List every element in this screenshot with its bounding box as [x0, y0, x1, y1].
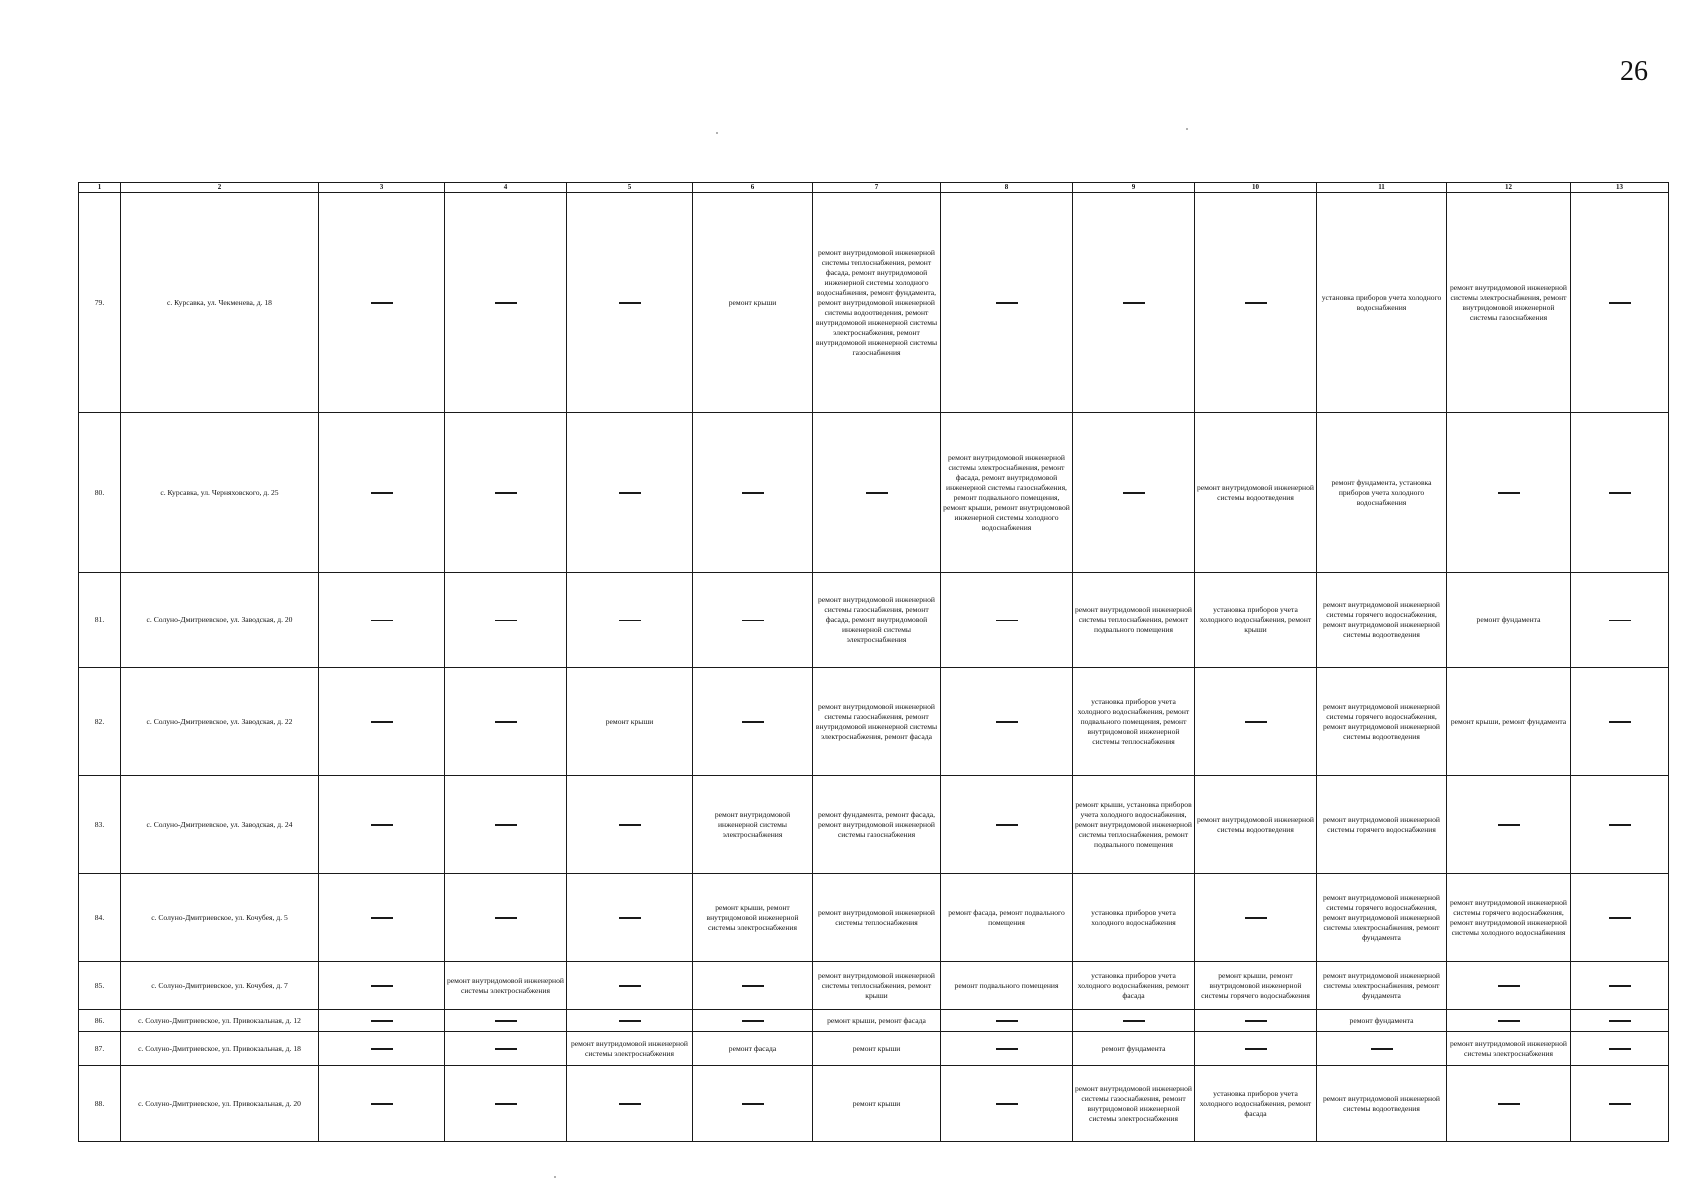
dash-mark	[1123, 1020, 1145, 1021]
table-row	[79, 573, 1669, 668]
column-number: 5	[567, 183, 693, 193]
dash-mark	[742, 492, 764, 493]
address-cell: с. Солуно-Дмитриевское, ул. Привокзальная, д. 20	[121, 1066, 319, 1142]
dash-mark	[371, 824, 393, 825]
work-cell: ремонт фасада	[693, 1032, 813, 1066]
empty-cell	[693, 668, 813, 776]
dash-mark	[1123, 302, 1145, 303]
empty-cell	[1571, 573, 1669, 668]
page-number: 26	[1620, 56, 1648, 87]
work-cell: ремонт внутридомовой инженерной системы газоснабжения, ремонт внутридомовой инженерной системы электроснабжения	[1073, 1066, 1195, 1142]
address-cell: с. Солуно-Дмитриевское, ул. Заводская, д. 22	[121, 668, 319, 776]
column-number: 12	[1447, 183, 1571, 193]
dash-mark	[1498, 985, 1520, 986]
table-row	[79, 874, 1669, 962]
dash-mark	[371, 620, 393, 621]
work-cell: ремонт внутридомовой инженерной системы электроснабжения	[1447, 1032, 1571, 1066]
work-cell: установка приборов учета холодного водоснабжения, ремонт фасада	[1195, 1066, 1317, 1142]
dash-mark	[996, 721, 1018, 722]
work-cell: ремонт подвального помещения	[941, 962, 1073, 1010]
empty-cell	[319, 668, 445, 776]
empty-cell	[1447, 776, 1571, 874]
dash-mark	[996, 1103, 1018, 1104]
work-cell: ремонт крыши, ремонт внутридомовой инженерной системы горячего водоснабжения	[1195, 962, 1317, 1010]
empty-cell	[1571, 776, 1669, 874]
dash-mark	[371, 985, 393, 986]
dash-mark	[1609, 721, 1631, 722]
dash-mark	[996, 620, 1018, 621]
scan-speck	[554, 1176, 556, 1178]
column-number: 13	[1571, 183, 1669, 193]
empty-cell	[445, 668, 567, 776]
dash-mark	[371, 721, 393, 722]
empty-cell	[319, 413, 445, 573]
work-cell: ремонт внутридомовой инженерной системы горячего водоснабжения	[1317, 776, 1447, 874]
row-number: 80.	[79, 413, 121, 573]
dash-mark	[619, 492, 641, 493]
dash-mark	[1123, 492, 1145, 493]
dash-mark	[495, 492, 517, 493]
dash-mark	[619, 917, 641, 918]
empty-cell	[1195, 1010, 1317, 1032]
work-cell: ремонт внутридомовой инженерной системы горячего водоснабжения, ремонт внутридомовой инженерной системы холодного водоснабжения	[1447, 874, 1571, 962]
work-cell: ремонт внутридомовой инженерной системы электроснабжения	[693, 776, 813, 874]
work-cell: ремонт внутридомовой инженерной системы электроснабжения	[567, 1032, 693, 1066]
empty-cell	[567, 874, 693, 962]
empty-cell	[567, 962, 693, 1010]
table-row	[79, 193, 1669, 413]
empty-cell	[567, 776, 693, 874]
work-cell: ремонт внутридомовой инженерной системы электроснабжения, ремонт фундамента	[1317, 962, 1447, 1010]
row-number: 86.	[79, 1010, 121, 1032]
work-cell: ремонт внутридомовой инженерной системы газоснабжения, ремонт внутридомовой инженерной системы электроснабжения, ремонт фасада	[813, 668, 941, 776]
dash-mark	[495, 1103, 517, 1104]
dash-mark	[619, 985, 641, 986]
dash-mark	[1498, 1103, 1520, 1104]
dash-mark	[371, 1103, 393, 1104]
empty-cell	[445, 573, 567, 668]
dash-mark	[1609, 1103, 1631, 1104]
address-cell: с. Солуно-Дмитриевское, ул. Кочубея, д. 7	[121, 962, 319, 1010]
dash-mark	[1245, 1020, 1267, 1021]
empty-cell	[693, 962, 813, 1010]
address-cell: с. Солуно-Дмитриевское, ул. Привокзальная, д. 18	[121, 1032, 319, 1066]
empty-cell	[693, 413, 813, 573]
empty-cell	[1195, 193, 1317, 413]
empty-cell	[319, 1032, 445, 1066]
empty-cell	[567, 1010, 693, 1032]
work-cell: установка приборов учета холодного водоснабжения, ремонт фасада	[1073, 962, 1195, 1010]
dash-mark	[619, 620, 641, 621]
empty-cell	[445, 1010, 567, 1032]
row-number: 79.	[79, 193, 121, 413]
column-number: 6	[693, 183, 813, 193]
scan-speck	[1186, 128, 1188, 130]
dash-mark	[742, 1103, 764, 1104]
dash-mark	[1609, 492, 1631, 493]
empty-cell	[319, 1010, 445, 1032]
table-row	[79, 1010, 1669, 1032]
empty-cell	[445, 1032, 567, 1066]
dash-mark	[495, 917, 517, 918]
empty-cell	[1571, 874, 1669, 962]
work-cell: ремонт внутридомовой инженерной системы горячего водоснабжения, ремонт внутридомовой инженерной системы водоотведения	[1317, 668, 1447, 776]
empty-cell	[1317, 1032, 1447, 1066]
empty-cell	[1447, 962, 1571, 1010]
empty-cell	[445, 193, 567, 413]
works-table	[78, 182, 1669, 1142]
dash-mark	[371, 492, 393, 493]
empty-cell	[1447, 413, 1571, 573]
dash-mark	[495, 620, 517, 621]
table-row	[79, 668, 1669, 776]
dash-mark	[1245, 302, 1267, 303]
column-number: 10	[1195, 183, 1317, 193]
address-cell: с. Солуно-Дмитриевское, ул. Заводская, д. 24	[121, 776, 319, 874]
table-row	[79, 1066, 1669, 1142]
empty-cell	[1571, 668, 1669, 776]
work-cell: установка приборов учета холодного водоснабжения, ремонт подвального помещения, ремонт внутридомовой инженерной системы теплоснабжения	[1073, 668, 1195, 776]
work-cell: ремонт внутридомовой инженерной системы водоотведения	[1195, 776, 1317, 874]
row-number: 88.	[79, 1066, 121, 1142]
table-row	[79, 413, 1669, 573]
empty-cell	[941, 573, 1073, 668]
empty-cell	[445, 413, 567, 573]
empty-cell	[319, 874, 445, 962]
empty-cell	[1073, 1010, 1195, 1032]
work-cell: ремонт крыши, ремонт фасада	[813, 1010, 941, 1032]
dash-mark	[996, 1020, 1018, 1021]
work-cell: ремонт внутридомовой инженерной системы горячего водоснабжения, ремонт внутридомовой инженерной системы электроснабжения, ремонт фундамента	[1317, 874, 1447, 962]
dash-mark	[1498, 492, 1520, 493]
dash-mark	[742, 1020, 764, 1021]
empty-cell	[1195, 668, 1317, 776]
table-row	[79, 1032, 1669, 1066]
column-number-row	[79, 183, 1669, 193]
dash-mark	[1609, 620, 1631, 621]
column-number: 9	[1073, 183, 1195, 193]
empty-cell	[941, 1010, 1073, 1032]
empty-cell	[693, 573, 813, 668]
dash-mark	[495, 1048, 517, 1049]
dash-mark	[1609, 985, 1631, 986]
empty-cell	[1571, 962, 1669, 1010]
row-number: 87.	[79, 1032, 121, 1066]
empty-cell	[941, 776, 1073, 874]
empty-cell	[319, 776, 445, 874]
empty-cell	[1571, 1032, 1669, 1066]
empty-cell	[445, 874, 567, 962]
dash-mark	[1245, 1048, 1267, 1049]
dash-mark	[996, 824, 1018, 825]
dash-mark	[371, 1048, 393, 1049]
work-cell: установка приборов учета холодного водоснабжения	[1073, 874, 1195, 962]
table-row	[79, 776, 1669, 874]
work-cell: ремонт крыши	[567, 668, 693, 776]
work-cell: ремонт внутридомовой инженерной системы газоснабжения, ремонт фасада, ремонт внутридомовой инженерной системы электроснабжения	[813, 573, 941, 668]
column-number: 8	[941, 183, 1073, 193]
work-cell: ремонт внутридомовой инженерной системы теплоснабжения, ремонт фасада, ремонт внутридомовой инженерной системы холодного водоснабжения, ремонт фундамента, ремонт внутридомовой инженерной системы водоотведения, ремонт внутридомовой инженерной системы электроснабжения, ремонт внутридомовой инженерной системы газоснабжения	[813, 193, 941, 413]
empty-cell	[1571, 413, 1669, 573]
empty-cell	[941, 193, 1073, 413]
dash-mark	[1609, 302, 1631, 303]
dash-mark	[1609, 824, 1631, 825]
empty-cell	[941, 668, 1073, 776]
dash-mark	[619, 1103, 641, 1104]
column-number: 3	[319, 183, 445, 193]
empty-cell	[1571, 193, 1669, 413]
empty-cell	[1073, 413, 1195, 573]
dash-mark	[1245, 721, 1267, 722]
empty-cell	[445, 776, 567, 874]
column-number: 11	[1317, 183, 1447, 193]
empty-cell	[567, 1066, 693, 1142]
work-cell: ремонт фундамента, установка приборов учета холодного водоснабжения	[1317, 413, 1447, 573]
scan-speck	[716, 132, 718, 134]
row-number: 84.	[79, 874, 121, 962]
work-cell: установка приборов учета холодного водоснабжения	[1317, 193, 1447, 413]
work-cell: ремонт фундамента, ремонт фасада, ремонт внутридомовой инженерной системы газоснабжения	[813, 776, 941, 874]
work-cell: ремонт фундамента	[1317, 1010, 1447, 1032]
dash-mark	[742, 721, 764, 722]
dash-mark	[742, 620, 764, 621]
empty-cell	[1447, 1010, 1571, 1032]
empty-cell	[1571, 1010, 1669, 1032]
empty-cell	[693, 1010, 813, 1032]
empty-cell	[1195, 874, 1317, 962]
dash-mark	[866, 492, 888, 493]
work-cell: ремонт внутридомовой инженерной системы теплоснабжения, ремонт подвального помещения	[1073, 573, 1195, 668]
empty-cell	[319, 573, 445, 668]
dash-mark	[371, 302, 393, 303]
column-number: 4	[445, 183, 567, 193]
row-number: 85.	[79, 962, 121, 1010]
empty-cell	[1447, 1066, 1571, 1142]
work-cell: ремонт внутридомовой инженерной системы теплоснабжения, ремонт крыши	[813, 962, 941, 1010]
row-number: 82.	[79, 668, 121, 776]
empty-cell	[693, 1066, 813, 1142]
row-number: 81.	[79, 573, 121, 668]
work-cell: ремонт крыши	[813, 1066, 941, 1142]
empty-cell	[567, 573, 693, 668]
column-number: 2	[121, 183, 319, 193]
dash-mark	[1371, 1048, 1393, 1049]
table-row	[79, 962, 1669, 1010]
work-cell: ремонт внутридомовой инженерной системы электроснабжения	[445, 962, 567, 1010]
work-cell: ремонт крыши, ремонт фундамента	[1447, 668, 1571, 776]
empty-cell	[1073, 193, 1195, 413]
column-number: 7	[813, 183, 941, 193]
dash-mark	[1498, 824, 1520, 825]
row-number: 83.	[79, 776, 121, 874]
empty-cell	[319, 962, 445, 1010]
empty-cell	[567, 193, 693, 413]
address-cell: с. Курсавка, ул. Черняховского, д. 25	[121, 413, 319, 573]
dash-mark	[619, 824, 641, 825]
empty-cell	[813, 413, 941, 573]
empty-cell	[319, 193, 445, 413]
empty-cell	[1195, 1032, 1317, 1066]
address-cell: с. Солуно-Дмитриевское, ул. Заводская, д. 20	[121, 573, 319, 668]
work-cell: ремонт внутридомовой инженерной системы водоотведения	[1317, 1066, 1447, 1142]
dash-mark	[1245, 917, 1267, 918]
work-cell: ремонт внутридомовой инженерной системы горячего водоснабжения, ремонт внутридомовой инженерной системы водоотведения	[1317, 573, 1447, 668]
work-cell: ремонт фундамента	[1447, 573, 1571, 668]
empty-cell	[445, 1066, 567, 1142]
address-cell: с. Солуно-Дмитриевское, ул. Кочубея, д. 5	[121, 874, 319, 962]
dash-mark	[495, 721, 517, 722]
empty-cell	[567, 413, 693, 573]
dash-mark	[619, 1020, 641, 1021]
work-cell: ремонт внутридомовой инженерной системы теплоснабжения	[813, 874, 941, 962]
dash-mark	[1609, 1048, 1631, 1049]
address-cell: с. Курсавка, ул. Чекменева, д. 18	[121, 193, 319, 413]
empty-cell	[941, 1066, 1073, 1142]
work-cell: ремонт фасада, ремонт подвального помещения	[941, 874, 1073, 962]
dash-mark	[1498, 1020, 1520, 1021]
dash-mark	[371, 1020, 393, 1021]
work-cell: ремонт фундамента	[1073, 1032, 1195, 1066]
work-cell: ремонт внутридомовой инженерной системы электроснабжения, ремонт фасада, ремонт внутридомовой инженерной системы газоснабжения, ремонт подвального помещения, ремонт крыши, ремонт внутридомовой инженерной системы холодного водоснабжения	[941, 413, 1073, 573]
column-number: 1	[79, 183, 121, 193]
empty-cell	[319, 1066, 445, 1142]
work-cell: установка приборов учета холодного водоснабжения, ремонт крыши	[1195, 573, 1317, 668]
dash-mark	[1609, 917, 1631, 918]
dash-mark	[619, 302, 641, 303]
work-cell: ремонт крыши, установка приборов учета холодного водоснабжения, ремонт внутридомовой инженерной системы теплоснабжения, ремонт подвального помещения	[1073, 776, 1195, 874]
dash-mark	[495, 1020, 517, 1021]
work-cell: ремонт внутридомовой инженерной системы водоотведения	[1195, 413, 1317, 573]
work-cell: ремонт крыши	[813, 1032, 941, 1066]
dash-mark	[996, 1048, 1018, 1049]
work-cell: ремонт крыши	[693, 193, 813, 413]
empty-cell	[1571, 1066, 1669, 1142]
dash-mark	[495, 302, 517, 303]
dash-mark	[371, 917, 393, 918]
dash-mark	[495, 824, 517, 825]
dash-mark	[996, 302, 1018, 303]
dash-mark	[742, 985, 764, 986]
work-cell: ремонт внутридомовой инженерной системы электроснабжения, ремонт внутридомовой инженерной системы газоснабжения	[1447, 193, 1571, 413]
work-cell: ремонт крыши, ремонт внутридомовой инженерной системы электроснабжения	[693, 874, 813, 962]
address-cell: с. Солуно-Дмитриевское, ул. Привокзальная, д. 12	[121, 1010, 319, 1032]
dash-mark	[1609, 1020, 1631, 1021]
empty-cell	[941, 1032, 1073, 1066]
